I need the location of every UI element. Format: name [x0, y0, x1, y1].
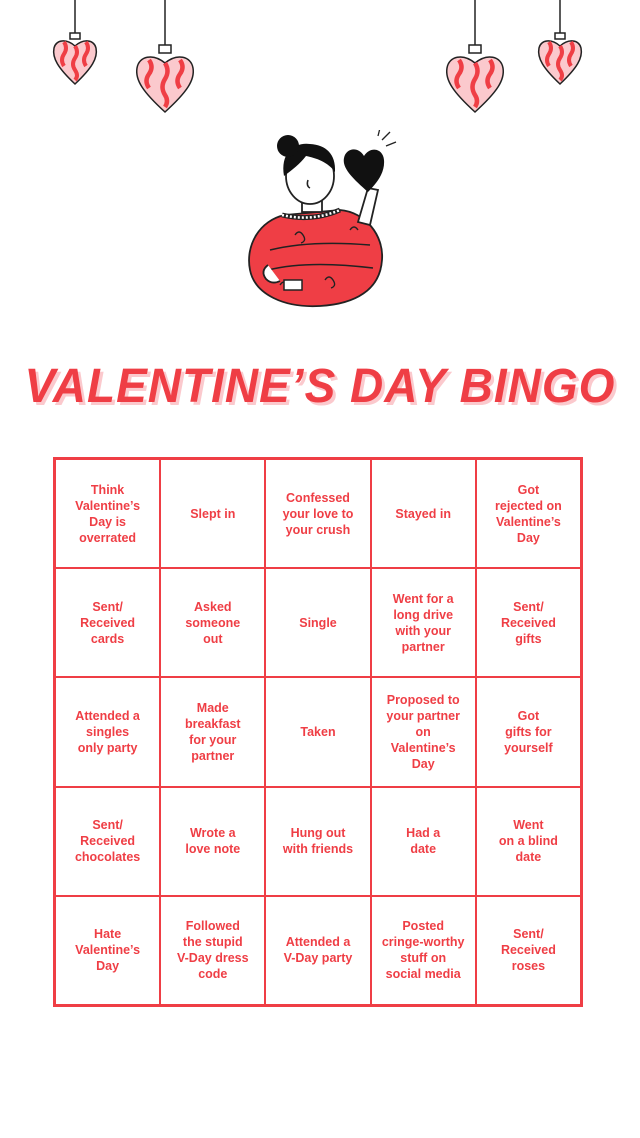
bingo-cell-text: Think Valentine’s Day is overrated — [75, 482, 141, 545]
bingo-cell — [160, 459, 265, 568]
bingo-cell — [265, 459, 370, 568]
bingo-cell — [265, 568, 370, 677]
bingo-cell-text: Sent/ Received chocolates — [74, 818, 141, 865]
bingo-cell — [265, 896, 370, 1005]
bingo-cell-text: Sent/ Received gifts — [500, 599, 556, 646]
bingo-cell-text: Went on a blind date — [498, 818, 558, 865]
bingo-cell — [55, 787, 160, 896]
bingo-cell-text: Went for a long drive with your partner — [392, 591, 454, 654]
bingo-cell-text: Hate Valentine’s Day — [75, 927, 141, 974]
bingo-cell-text: Posted cringe-worthy stuff on social media — [381, 919, 465, 982]
bingo-cell-text: Asked someone out — [185, 599, 241, 646]
bingo-cell — [55, 459, 160, 568]
bingo-cell-text: Got rejected on Valentine’s Day — [495, 482, 562, 545]
page-title: VALENTINE’S DAY BINGO — [24, 357, 616, 413]
bingo-cell-text: Sent/ Received cards — [80, 599, 136, 646]
bingo-cell — [476, 677, 581, 786]
bingo-cell-text: Got gifts for yourself — [504, 708, 553, 755]
bingo-cell-text: Sent/ Received roses — [500, 927, 556, 974]
bingo-cell — [476, 787, 581, 896]
bingo-cell — [55, 677, 160, 786]
bingo-cell-text: Had a date — [406, 826, 441, 857]
bingo-cell-text: Wrote a love note — [185, 826, 241, 857]
woman-holding-heart-illustration — [240, 130, 400, 315]
bingo-cell — [55, 568, 160, 677]
bingo-grid — [53, 457, 583, 1007]
bingo-cell — [265, 787, 370, 896]
bingo-cell-text: Proposed to your partner on Valentine’s Day — [386, 692, 461, 771]
bingo-cell — [476, 568, 581, 677]
heart-ornament-icon — [535, 0, 587, 90]
bingo-cell — [55, 896, 160, 1005]
bingo-cell — [160, 568, 265, 677]
bingo-cell-text: Single — [299, 615, 337, 630]
bingo-cell — [476, 896, 581, 1005]
bingo-cell-text: Slept in — [190, 506, 236, 521]
bingo-cell — [160, 787, 265, 896]
bingo-cell — [371, 677, 476, 786]
bingo-cell-text: Made breakfast for your partner — [184, 700, 241, 763]
bingo-cell — [371, 896, 476, 1005]
heart-ornament-icon — [50, 0, 102, 90]
bingo-cell-text: Followed the stupid V-Day dress code — [177, 919, 249, 982]
bingo-cell-text: Confessed your love to your crush — [282, 490, 354, 537]
bingo-cell-text: Hung out with friends — [282, 826, 354, 857]
bingo-cell-text: Attended a V-Day party — [283, 935, 353, 966]
bingo-cell — [160, 677, 265, 786]
bingo-cell — [160, 896, 265, 1005]
bingo-cell-text: Taken — [300, 724, 336, 739]
heart-ornament-icon — [133, 0, 197, 118]
bingo-cell — [265, 677, 370, 786]
bingo-cell — [476, 459, 581, 568]
bingo-cell-text: Attended a singles only party — [75, 708, 140, 755]
bingo-cell-text: Stayed in — [395, 506, 451, 521]
bingo-cell — [371, 568, 476, 677]
bingo-cell — [371, 459, 476, 568]
heart-ornament-icon — [443, 0, 507, 118]
bingo-cell — [371, 787, 476, 896]
